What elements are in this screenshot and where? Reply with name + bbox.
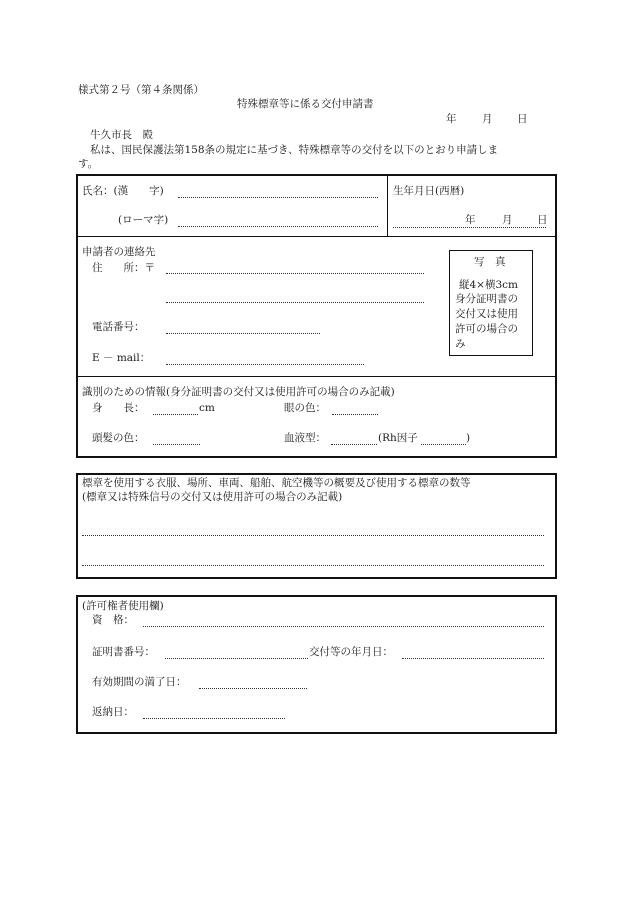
authority-section-title: (許可権者使用欄)	[82, 600, 164, 612]
date-year-label: 年	[446, 113, 457, 125]
date-day-label: 日	[517, 113, 528, 125]
address-label: 住 所：〒	[92, 262, 155, 274]
return-date-field[interactable]	[143, 718, 285, 719]
form-number: 様式第２号（第４条関係）	[78, 84, 204, 96]
birth-day-label: 日	[537, 214, 548, 226]
name-roman-field[interactable]	[178, 226, 378, 227]
issue-date-field[interactable]	[402, 658, 544, 659]
birth-year-label: 年	[465, 214, 476, 226]
date-month-label: 月	[482, 113, 493, 125]
blood-type-label: 血液型：	[284, 432, 326, 444]
addressee: 牛久市長 殿	[90, 129, 153, 141]
height-unit: cm	[199, 402, 215, 414]
name-kanji-label: 氏名：(漢 字)	[82, 185, 164, 197]
phone-label: 電話番号：	[92, 321, 145, 333]
contact-section-divider	[77, 376, 556, 377]
return-date-label: 返納日：	[92, 706, 134, 718]
expiry-date-field[interactable]	[199, 688, 307, 689]
issue-date-label: 交付等の年月日：	[309, 646, 393, 658]
photo-size: 縦4×横3cm	[459, 279, 518, 291]
email-label: E － mail：	[92, 352, 151, 364]
certificate-number-label: 証明書番号：	[92, 646, 155, 658]
hair-color-field[interactable]	[153, 444, 200, 445]
authority-section	[76, 595, 557, 734]
blood-type-field[interactable]	[331, 444, 377, 445]
name-birthdate-divider	[387, 175, 388, 237]
name-roman-label: (ローマ字)	[118, 214, 169, 226]
qualification-field[interactable]	[143, 626, 544, 627]
expiry-date-label: 有効期間の満了日：	[92, 676, 187, 688]
address-field-line-2[interactable]	[166, 302, 424, 303]
eye-color-field[interactable]	[332, 414, 378, 415]
birth-month-label: 月	[502, 214, 513, 226]
rh-factor-label: (Rh因子	[378, 432, 418, 444]
form-title: 特殊標章等に係る交付申請書	[237, 98, 374, 110]
address-field-line-1[interactable]	[166, 273, 424, 274]
rh-factor-field[interactable]	[421, 444, 466, 445]
declaration-line-1: 私は、国民保護法第158条の規定に基づき、特殊標章等の交付を以下のとおり申請しま	[90, 144, 499, 156]
photo-note-line-5: み	[455, 338, 466, 350]
certificate-number-field[interactable]	[165, 658, 308, 659]
hair-color-label: 頭髪の色：	[92, 432, 145, 444]
photo-note-line-3: 交付又は使用	[455, 308, 518, 320]
photo-note-line-2: 身分証明書の	[455, 293, 518, 305]
phone-field[interactable]	[166, 333, 320, 334]
height-field[interactable]	[153, 414, 198, 415]
eye-color-label: 眼の色：	[284, 402, 326, 414]
name-kanji-field[interactable]	[178, 197, 378, 198]
birthdate-label: 生年月日(西暦)	[393, 185, 465, 197]
usage-description-line-2: (標章又は特殊信号の交付又は使用許可の場合のみ記載)	[82, 491, 343, 503]
usage-field-line-1[interactable]	[82, 535, 544, 536]
contact-section-title: 申請者の連絡先	[82, 246, 156, 258]
usage-field-line-2[interactable]	[82, 565, 544, 566]
birthdate-field[interactable]	[393, 227, 546, 228]
declaration-line-2: す。	[78, 158, 99, 170]
identification-section-title: 識別のための情報(身分証明書の交付又は使用許可の場合のみ記載)	[82, 386, 395, 398]
photo-note-line-4: 許可の場合の	[455, 323, 518, 335]
photo-box	[449, 250, 533, 356]
rh-factor-close: )	[466, 432, 471, 444]
email-field[interactable]	[166, 364, 364, 365]
qualification-label: 資 格：	[92, 614, 134, 626]
usage-description-line-1: 標章を使用する衣服、場所、車両、船舶、航空機等の概要及び使用する標章の数等	[82, 477, 471, 489]
photo-title: 写 真	[474, 256, 506, 268]
name-section-divider	[77, 236, 556, 237]
height-label: 身 長：	[92, 402, 145, 414]
